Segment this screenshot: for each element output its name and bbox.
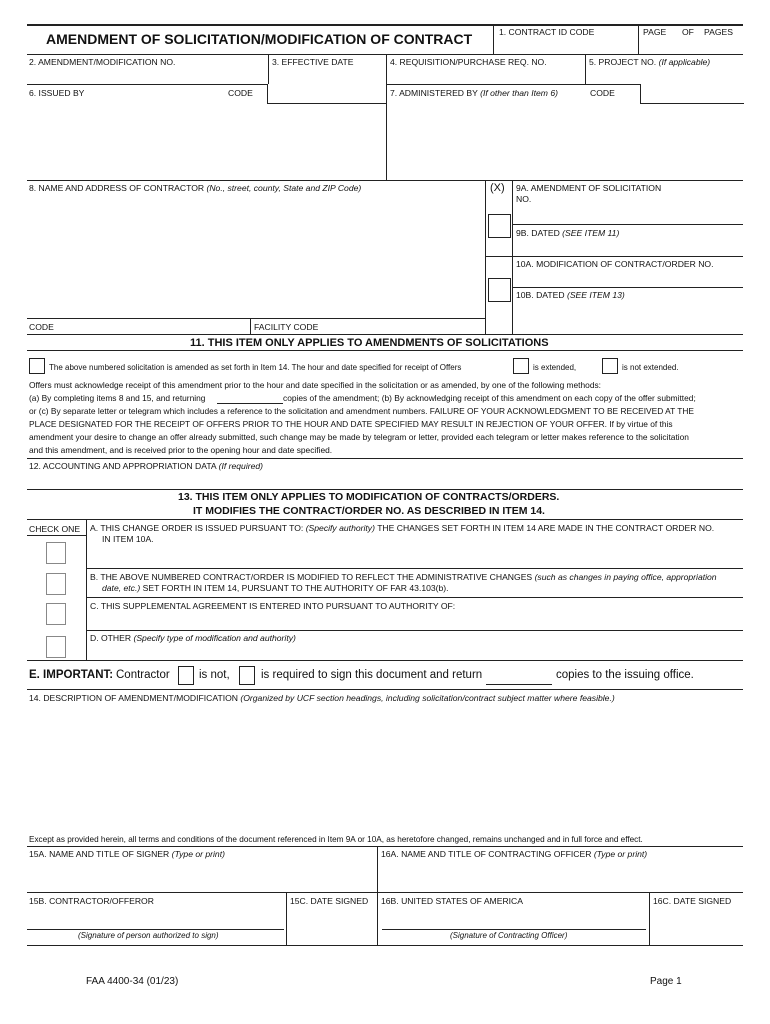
item9a-label-line2: NO. — [516, 194, 532, 204]
item10b-label: 10B. DATED (SEE ITEM 13) — [516, 290, 625, 300]
contract-id-label: 1. CONTRACT ID CODE — [499, 27, 595, 37]
option-b-line1: B. THE ABOVE NUMBERED CONTRACT/ORDER IS MODIFIED TO REFLECT THE ADMINISTRATIVE CHANGES (such as changes in paying office, appropriation — [90, 572, 717, 582]
section11-para-2b: copies of the amendment; (b) By acknowledging receipt of this amendment on each copy of the offer submitted; — [283, 393, 696, 403]
requisition-field[interactable] — [389, 68, 586, 84]
project-no-field[interactable] — [588, 68, 744, 84]
return-copies-field[interactable] — [486, 669, 552, 685]
issued-by-field[interactable] — [30, 106, 386, 180]
usa-label: 16B. UNITED STATES OF AMERICA — [381, 896, 523, 906]
option-d-checkbox[interactable] — [46, 636, 66, 658]
is-not-extended-checkbox[interactable] — [602, 358, 618, 374]
pages-label: PAGES — [704, 27, 733, 37]
item10-checkbox[interactable] — [488, 278, 511, 302]
option-c-authority-field[interactable] — [90, 613, 744, 629]
option-a-checkbox[interactable] — [46, 542, 66, 564]
x-column-label: (X) — [490, 182, 505, 194]
signer-name-field[interactable] — [30, 862, 378, 892]
section11-para-2a: (a) By completing items 8 and 15, and returning — [29, 393, 206, 403]
page-field[interactable] — [641, 38, 681, 54]
issued-by-code-box[interactable] — [267, 84, 386, 104]
of-label: OF — [682, 27, 694, 37]
accounting-data-field[interactable] — [30, 473, 744, 489]
officer-name-label: 16A. NAME AND TITLE OF CONTRACTING OFFICER (Type or print) — [381, 849, 648, 859]
is-extended-label: is extended, — [533, 363, 577, 372]
contractor-label: 8. NAME AND ADDRESS OF CONTRACTOR (No., street, county, State and ZIP Code) — [29, 183, 362, 193]
project-no-label: 5. PROJECT NO. (If applicable) — [589, 57, 711, 67]
option-d-field[interactable] — [90, 644, 744, 660]
officer-signature-caption: (Signature of Contracting Officer) — [450, 931, 568, 940]
section11-line1: The above numbered solicitation is amended as set forth in Item 14. The hour and date specified for receipt of Offers — [49, 363, 462, 372]
issued-by-code-label: CODE — [228, 88, 253, 98]
item10b-field[interactable] — [516, 302, 744, 318]
section14-label: 14. DESCRIPTION OF AMENDMENT/MODIFICATION (Organized by UCF section headings, including solicitation/contract subject matter where feasible.) — [29, 693, 615, 703]
amendment-no-label: 2. AMENDMENT/MODIFICATION NO. — [29, 57, 176, 67]
option-c-line: C. THIS SUPPLEMENTAL AGREEMENT IS ENTERED INTO PURSUANT TO AUTHORITY OF: — [90, 601, 456, 611]
item9a-label-line1: 9A. AMENDMENT OF SOLICITATION — [516, 183, 662, 193]
section13-title-line1: 13. THIS ITEM ONLY APPLIES TO MODIFICATION OF CONTRACTS/ORDERS. — [178, 491, 560, 503]
contractor-address-field[interactable] — [30, 196, 484, 320]
pages-field[interactable] — [700, 38, 744, 54]
item10a-label: 10A. MODIFICATION OF CONTRACT/ORDER NO. — [516, 259, 714, 269]
administered-code-label: CODE — [590, 88, 615, 98]
copies-returned-field[interactable] — [217, 390, 283, 404]
contractor-date-field[interactable] — [290, 908, 378, 930]
administered-code-box[interactable] — [640, 84, 744, 104]
form-number: FAA 4400-34 (01/23) — [86, 976, 179, 987]
section11-para-5: amendment your desire to change an offer already submitted, such change may be made by telegram or letter, provided each telegram or letter makes reference to the solicitation — [29, 432, 689, 442]
contract-id-field[interactable] — [496, 38, 640, 54]
section11-title: 11. THIS ITEM ONLY APPLIES TO AMENDMENTS OF SOLICITATIONS — [190, 337, 549, 349]
issued-by-label: 6. ISSUED BY — [29, 88, 85, 98]
officer-date-field[interactable] — [653, 908, 743, 930]
section11-para-3: or (c) By separate letter or telegram which includes a reference to the solicitation and amendment numbers. FAILURE OF YOUR ACKNOWLEDGMENT TO BE RECEIVED AT THE — [29, 406, 694, 416]
officer-signature-field[interactable] — [382, 908, 648, 930]
is-not-extended-label: is not extended. — [622, 363, 679, 372]
administered-by-field[interactable] — [389, 106, 743, 180]
option-b-line2: date, etc.) SET FORTH IN ITEM 14, PURSUANT TO THE AUTHORITY OF FAR 43.103(b). — [102, 583, 449, 593]
requisition-label: 4. REQUISITION/PURCHASE REQ. NO. — [390, 57, 547, 67]
facility-code-label: FACILITY CODE — [254, 322, 319, 332]
effective-date-field[interactable] — [271, 68, 387, 84]
amendment-no-field[interactable] — [30, 68, 268, 84]
copies-issuing-label: copies to the issuing office. — [556, 669, 694, 681]
contractor-signature-caption: (Signature of person authorized to sign) — [78, 931, 219, 940]
page-number: Page 1 — [650, 976, 682, 987]
contractor-code-label: CODE — [29, 322, 54, 332]
officer-name-field[interactable] — [381, 862, 743, 892]
contractor-signature-field[interactable] — [30, 908, 284, 930]
item9-checkbox[interactable] — [488, 214, 511, 238]
administered-by-label: 7. ADMINISTERED BY (If other than Item 6) — [390, 88, 558, 98]
option-d-line: D. OTHER (Specify type of modification and authority) — [90, 633, 296, 643]
section11-para-6: and this amendment, and is received prior to the opening hour and date specified. — [29, 445, 333, 455]
section13-title-line2: IT MODIFIES THE CONTRACT/ORDER NO. AS DESCRIBED IN ITEM 14. — [193, 505, 545, 517]
page-label: PAGE — [643, 27, 667, 37]
option-c-checkbox[interactable] — [46, 603, 66, 625]
section11-para-4: PLACE DESIGNATED FOR THE RECEIPT OF OFFERS PRIOR TO THE HOUR AND DATE SPECIFIED MAY RESULT IN REJECTION OF YOUR OFFER. If by virtue of this — [29, 419, 673, 429]
item9b-field[interactable] — [516, 240, 744, 256]
is-required-checkbox[interactable] — [239, 666, 255, 685]
solicitation-amended-checkbox[interactable] — [29, 358, 45, 374]
option-a-authority-field[interactable] — [90, 546, 744, 568]
section12-label: 12. ACCOUNTING AND APPROPRIATION DATA (If required) — [29, 461, 264, 471]
is-required-label: is required to sign this document and return — [261, 669, 483, 681]
signer-name-label: 15A. NAME AND TITLE OF SIGNER (Type or print) — [29, 849, 225, 859]
option-b-checkbox[interactable] — [46, 573, 66, 595]
officer-date-label: 16C. DATE SIGNED — [653, 896, 732, 906]
form-title: AMENDMENT OF SOLICITATION/MODIFICATION OF CONTRACT — [46, 31, 473, 47]
effective-date-label: 3. EFFECTIVE DATE — [272, 57, 354, 67]
important-contractor-text: Contractor — [116, 669, 170, 681]
is-not-label: is not, — [199, 669, 230, 681]
option-a-line1: A. THIS CHANGE ORDER IS ISSUED PURSUANT TO: (Specify authority) THE CHANGES SET FORTH IN ITEM 14 ARE MADE IN THE CONTRACT ORDER NO. — [90, 523, 715, 533]
terms-unchanged-text: Except as provided herein, all terms and conditions of the document referenced in Item 9A or 10A, as heretofore changed, remains unchanged and in full force and effect. — [29, 835, 643, 844]
option-a-line2: IN ITEM 10A. — [102, 534, 154, 544]
section11-para-1: Offers must acknowledge receipt of this amendment prior to the hour and date specified in the solicitation or as amended, by one of the following methods: — [29, 380, 601, 390]
item9a-field[interactable] — [540, 194, 744, 212]
description-field[interactable] — [30, 706, 744, 834]
top-border — [27, 24, 743, 26]
item10a-field[interactable] — [516, 271, 744, 287]
item9b-label: 9B. DATED (SEE ITEM 11) — [516, 228, 620, 238]
contractor-offeror-label: 15B. CONTRACTOR/OFFEROR — [29, 896, 154, 906]
important-label: E. IMPORTANT: — [29, 669, 114, 681]
check-one-label: CHECK ONE — [29, 524, 81, 534]
is-not-checkbox[interactable] — [178, 666, 194, 685]
is-extended-checkbox[interactable] — [513, 358, 529, 374]
contractor-date-label: 15C. DATE SIGNED — [290, 896, 369, 906]
